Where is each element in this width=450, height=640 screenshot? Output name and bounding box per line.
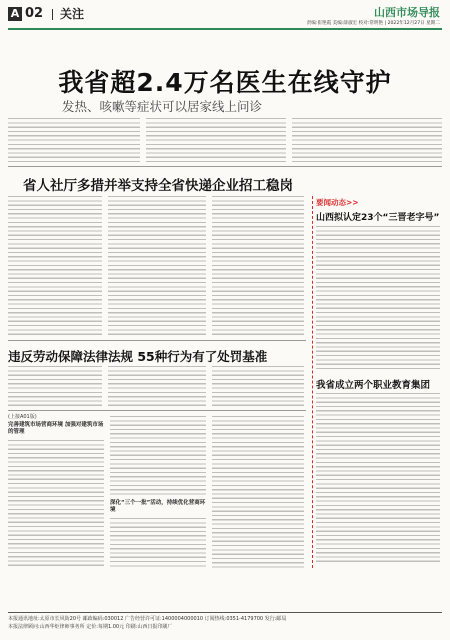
section-name: 关注 [60, 7, 85, 21]
bottom-body-col3 [212, 416, 304, 568]
story2-headline: 省人社厅多措并举支持全省快递企业招工稳岗 [23, 178, 293, 194]
story3-body-col3 [212, 366, 304, 406]
paper-name: 山西市场导报 [374, 6, 440, 19]
page-number: 02 [25, 6, 44, 21]
sidebar-item1-body [316, 226, 440, 372]
lead-subheadline: 发热、咳嗽等症状可以居家线上问诊 [62, 99, 263, 114]
divider [8, 410, 306, 411]
story2-body-col2 [108, 196, 206, 336]
header-rule [8, 28, 442, 30]
bottom-body-col2 [110, 518, 206, 568]
story2-body-col1 [8, 196, 102, 336]
story3-headline: 违反劳动保障法律法规 55种行为有了处罚基准 [8, 349, 268, 364]
section-letter: A [10, 7, 20, 20]
section-divider [52, 9, 53, 20]
lead-headline: 我省超2.4万名医生在线守护 [58, 68, 392, 97]
section-badge [8, 7, 22, 21]
continued-label: (上接A01版) [8, 414, 37, 420]
story2-body-col3 [212, 196, 304, 336]
bottom-body-col1 [8, 440, 104, 568]
footer-rule [8, 612, 442, 613]
sidebar-item2-body [316, 393, 440, 565]
sidebar-item2-title: 我省成立两个职业教育集团 [316, 380, 431, 391]
bottom-headline2: 深化“三个一批”活动，持续优化营商环境 [110, 500, 206, 513]
lead-body-col2 [146, 118, 286, 162]
divider [8, 340, 306, 341]
bottom-body-col2-top [110, 416, 206, 496]
divider [8, 166, 442, 167]
bottom-headline1: 完善建筑市场营商环境 加强对建筑市场的管理 [8, 422, 104, 435]
footer-line1: 本报通讯地址:太原市长风街20号 邮政编码:030012 广告经营许可证:1400004000010 订阅热线:0351-4179700 发行:邮局 [8, 616, 287, 622]
lead-body-col3 [292, 118, 442, 162]
paper-meta: 责编:崔艳霞 美编:薛淑宏 校对:常明艳 | 2022年12月27日 星期二 [306, 21, 440, 26]
sidebar-banner: 要闻动态>> [316, 198, 359, 207]
footer-line2: 本报法律顾问:山西华炬律师事务所 定价:每期1.00元 印刷:山西日报印刷厂 [8, 624, 173, 630]
lead-body-col1 [8, 118, 140, 162]
story3-body-col2 [108, 366, 206, 406]
sidebar-item1-title: 山西拟认定23个“三晋老字号” [316, 213, 440, 223]
story3-body-col1 [8, 366, 102, 406]
